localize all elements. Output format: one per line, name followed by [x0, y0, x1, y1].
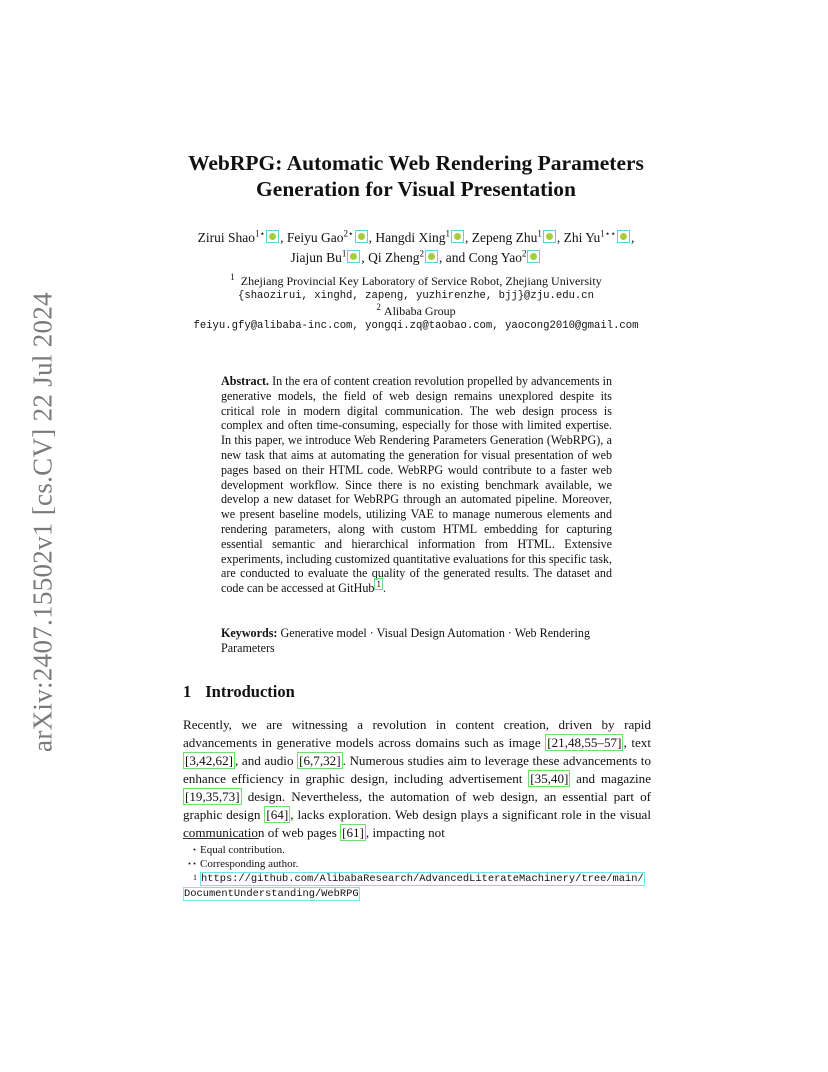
author-name: Qi Zheng — [368, 250, 420, 265]
emails-1: {shaozirui, xinghd, zapeng, yuzhirenzhe, bjj}@zju.edu.cn — [237, 290, 594, 302]
author-name: Zepeng Zhu — [471, 230, 538, 245]
citation-link[interactable]: [19,35,73] — [185, 789, 240, 804]
author-line-2: Jiajun Bu$^1$ , Qi Zheng$^2$ , and Cong Yao$^2$ — [150, 248, 682, 268]
affiliation-1: $^1$ Zhejiang Provincial Key Laboratory of Service Robot, Zhejiang University — [230, 272, 602, 288]
author-name: Hangdi Xing — [375, 230, 446, 245]
author-name: Zirui Shao — [197, 230, 255, 245]
author-sup: 2 — [419, 248, 425, 259]
orcid-icon[interactable] — [451, 230, 464, 243]
section-heading — [183, 682, 295, 702]
orcid-icon[interactable] — [425, 250, 438, 263]
paper-title — [140, 150, 692, 202]
github-link-continued[interactable]: DocumentUnderstanding/WebRPG — [184, 888, 359, 900]
citation-link[interactable]: [61] — [342, 825, 364, 840]
citation-link[interactable]: [64] — [266, 807, 289, 822]
title-line-2: Generation for Visual Presentation — [256, 177, 576, 201]
author-sup: 1 — [537, 228, 542, 239]
citation-link[interactable]: [6,7,32] — [299, 753, 341, 768]
citation-link[interactable]: [3,42,62] — [185, 753, 234, 768]
citation-link[interactable]: [21,48,55–57] — [547, 735, 622, 750]
arxiv-identifier: arXiv:2407.15502v1 [cs.CV] 22 Jul 2024 — [27, 292, 58, 752]
citation-link[interactable]: [35,40] — [530, 771, 569, 786]
arxiv-sidebar-stamp — [22, 282, 64, 762]
affiliations — [150, 274, 682, 334]
title-line-1: WebRPG: Automatic Web Rendering Parameters — [188, 151, 644, 175]
and-word: and — [445, 250, 466, 265]
github-link[interactable]: https://github.com/AlibabaResearch/AdvancedLiterateMachinery/tree/main/ — [201, 873, 644, 885]
orcid-icon[interactable] — [617, 230, 630, 243]
author-name: Zhi Yu — [563, 230, 601, 245]
orcid-icon[interactable] — [347, 250, 360, 263]
affiliation-2: $^2$ Alibaba Group — [376, 302, 456, 318]
footnote-github: 1 https://github.com/AlibabaResearch/AdvancedLiterateMachinery/tree/main/ DocumentUnderstanding/WebRPG — [184, 873, 644, 900]
footnote-equal-contribution: ⋆ Equal contribution. — [191, 844, 285, 856]
author-sup: 2⋆ — [343, 228, 354, 239]
author-list — [150, 228, 682, 268]
abstract: Abstract. In the era of content creation revolution propelled by advancements in generative models, the field of web design remains unexplored despite its critical role in modern digital communication. The web design process is complex and often time-consuming, especially for those with limited expertise. In this paper, we introduce Web Rendering Parameters Generation (WebRPG), a new task that aims at automating the generation for visual presentation of web pages based on their HTML code. WebRPG would contribute to a faster web development workflow. Since there is no existing benchmark available, we develop a new dataset for WebRPG through an automated pipeline. Moreover, we present baseline models, utilizing VAE to manage numerous elements and rendering parameters, along with custom HTML embedding for capturing essential semantic and hierarchical information from HTML. Extensive experiments, including customized quantitative evaluations for this specific task, are conducted to evaluate the quality of the generated results. The dataset and code can be accessed at GitHub $^1$ . — [221, 374, 613, 596]
keywords-text: Generative model · Visual Design Automation · Web Rendering Parameters — [221, 626, 591, 655]
intro-paragraph: Recently, we are witnessing a revolution in content creation, driven by rapid advancements in generative models across domains such as image [21,48,55–57] , text [3,42,62] , and audio [6,7,32] . Numerous studies aim to leverage these advancements to enhance efficiency in graphic design, including advertisement [35,40] and magazine [19,35,73] design. Nevertheless, the automation of web design, an essential part of graphic design [64] , lacks exploration. Web design plays a significant role in the visual communication of web pages [61] , impacting not — [183, 717, 652, 840]
author-sup: 1 — [341, 248, 347, 259]
author-sup: 1⋆ — [254, 228, 266, 239]
emails-2: feiyu.gfy@alibaba-inc.com, yongqi.zq@taobao.com, yaocong2010@gmail.com — [193, 320, 639, 332]
section-title: Introduction — [205, 682, 295, 701]
footnote-corresponding-author: ⋆⋆ Corresponding author. — [186, 858, 299, 870]
author-name: Cong Yao — [468, 250, 522, 265]
author-name: Jiajun Bu — [290, 250, 342, 265]
section-number: 1 — [183, 682, 192, 701]
abstract-label: Abstract. — [221, 374, 270, 388]
orcid-icon[interactable] — [527, 250, 540, 263]
keywords — [221, 626, 612, 656]
orcid-icon[interactable] — [266, 230, 279, 243]
author-sup: 1 — [445, 228, 450, 239]
orcid-icon[interactable] — [543, 230, 556, 243]
footnote-link[interactable]: 1 — [376, 579, 381, 590]
orcid-icon[interactable] — [355, 230, 368, 243]
abstract-text: In the era of content creation revolution propelled by advancements in generative models, the field of web design remains unexplored despite its critical role in modern digital communication. The web design process is complex and often time-consuming, especially for those with limited expertise. In this paper, we introduce Web Rendering Parameters Generation (WebRPG), a new task that aims at automating the generation for visual presentation of web pages based on their HTML code. WebRPG would contribute to a faster web development workflow. Since there is no existing benchmark available, we develop a new dataset for WebRPG through an automated pipeline. Moreover, we present baseline models, utilizing VAE to manage numerous elements and rendering parameters, along with custom HTML embedding for capturing essential semantic and hierarchical information from HTML. Extensive experiments, including customized quantitative evaluations for this specific task, are conducted to evaluate the quality of the generated results. The dataset and code can be accessed at GitHub — [221, 374, 613, 596]
keywords-label: Keywords: — [221, 626, 278, 640]
author-sup: 2 — [521, 248, 527, 259]
author-sup: 1⋆⋆ — [600, 228, 617, 239]
footnote-rule — [183, 838, 259, 839]
author-line-1: Zirui Shao$^{1⋆}$ , Feiyu Gao$^{2⋆}$ , Hangdi Xing$^1$ , Zepeng Zhu$^1$ , Zhi $Yu^{1⋆⋆}$ , — [197, 228, 635, 245]
author-name: Feiyu Gao — [286, 230, 344, 245]
